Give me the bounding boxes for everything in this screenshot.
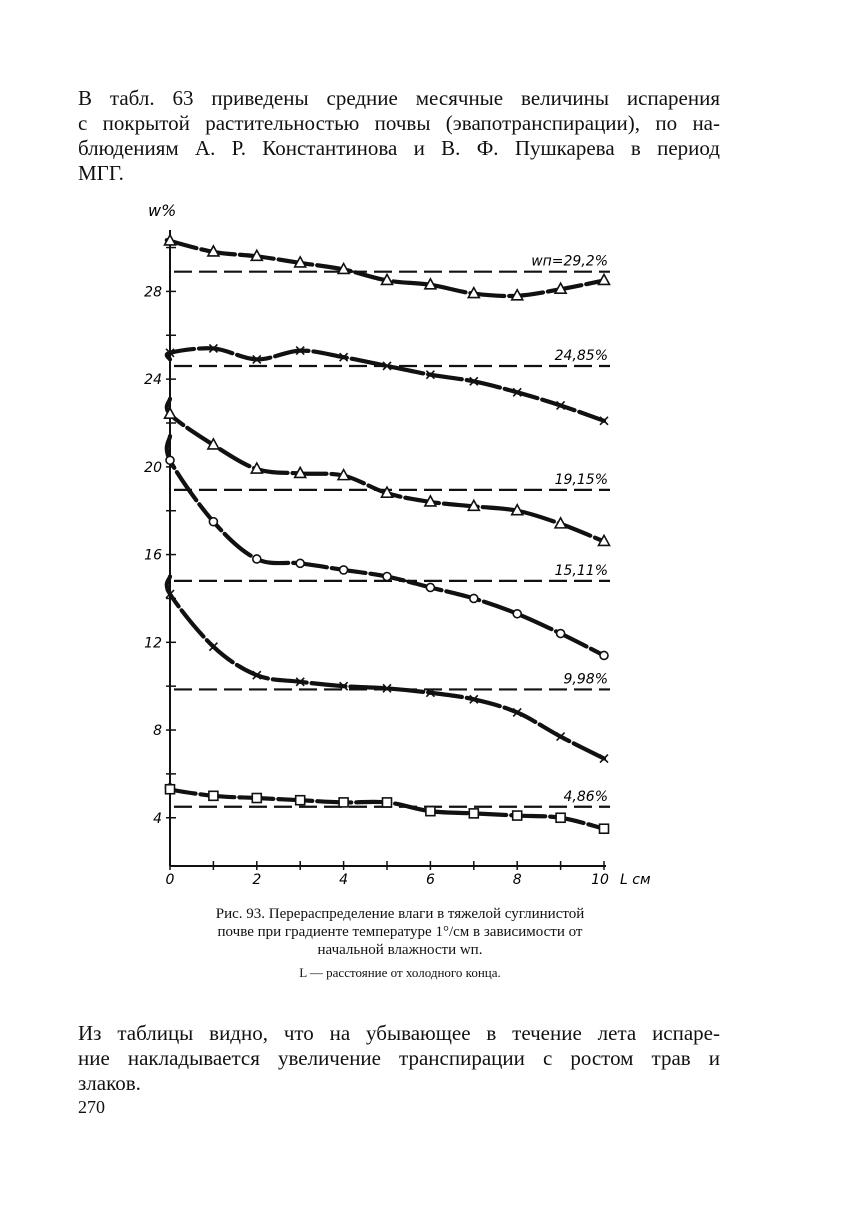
reference-label: 4,86% [563, 788, 608, 805]
series-line [167, 577, 604, 759]
circle-marker [513, 610, 521, 618]
outro-paragraph [78, 1021, 720, 1096]
circle-marker [209, 518, 217, 526]
x-axis-label: L см [620, 872, 651, 888]
x-tick-label: 4 [339, 872, 349, 888]
square-marker [252, 794, 261, 803]
chart-labels [144, 201, 651, 888]
x-tick-label: 6 [425, 872, 435, 888]
intro-line: В табл. 63 приведены средние месячные величины испарения [78, 86, 720, 110]
reference-label: 24,85% [554, 347, 608, 364]
circle-marker [600, 651, 608, 659]
circle-marker [426, 583, 434, 591]
circle-marker [383, 573, 391, 581]
y-tick-label: 4 [153, 810, 162, 827]
series-line [167, 436, 604, 655]
intro-line: с покрытой растительностью почвы (эвапотранспирации), по на- [78, 111, 720, 135]
series-curves [167, 240, 604, 829]
circle-marker [340, 566, 348, 574]
outro-line: ние накладывается увеличение транспирации с ростом трав и [78, 1046, 720, 1070]
y-tick-label: 8 [153, 723, 162, 740]
outro-line: Из таблицы видно, что на убывающее в течение лета испаре- [78, 1021, 720, 1045]
y-tick-label: 12 [144, 635, 162, 652]
square-marker [556, 813, 565, 822]
caption-line: Рис. 93. Перераспределение влаги в тяжелой суглинистой [215, 906, 585, 922]
reference-label: wп=29,2% [531, 253, 608, 270]
square-marker [166, 785, 175, 794]
circle-marker [166, 456, 174, 464]
x-tick-label: 0 [165, 872, 175, 888]
square-marker [426, 807, 435, 816]
series-markers [165, 235, 610, 833]
x-tick-label: 10 [591, 872, 609, 888]
figure-note: L — расстояние от холодного конца. [299, 965, 501, 980]
series-line [167, 399, 604, 542]
x-tick-label: 2 [252, 872, 262, 888]
page-number: 270 [78, 1097, 105, 1117]
reference-label: 15,11% [554, 562, 608, 579]
square-marker [383, 798, 392, 807]
intro-line: МГГ. [78, 161, 124, 185]
circle-marker [253, 555, 261, 563]
reference-label: 9,98% [563, 671, 608, 688]
square-marker [339, 798, 348, 807]
x-tick-label: 8 [512, 872, 522, 888]
circle-marker [296, 559, 304, 567]
circle-marker [557, 630, 565, 638]
caption-line: почве при градиенте температуре 1°/см в зависимости от [217, 924, 583, 940]
square-marker [600, 824, 609, 833]
figure-caption [150, 905, 650, 959]
intro-line: блюдениям А. Р. Константинова и В. Ф. Пушкарева в период [78, 136, 720, 160]
square-marker [209, 791, 218, 800]
y-axis-label: w% [148, 201, 177, 220]
y-tick-label: 24 [144, 372, 162, 389]
circle-marker [470, 594, 478, 602]
outro-line: злаков. [78, 1071, 141, 1095]
square-marker [296, 796, 305, 805]
y-tick-label: 16 [144, 547, 162, 564]
square-marker [469, 809, 478, 818]
y-tick-label: 20 [144, 459, 162, 476]
caption-line: начальной влажности wп. [317, 942, 483, 958]
chart-axes [166, 230, 606, 870]
y-tick-label: 28 [144, 284, 162, 301]
series-line [167, 348, 604, 421]
reference-label: 19,15% [554, 471, 608, 488]
square-marker [513, 811, 522, 820]
